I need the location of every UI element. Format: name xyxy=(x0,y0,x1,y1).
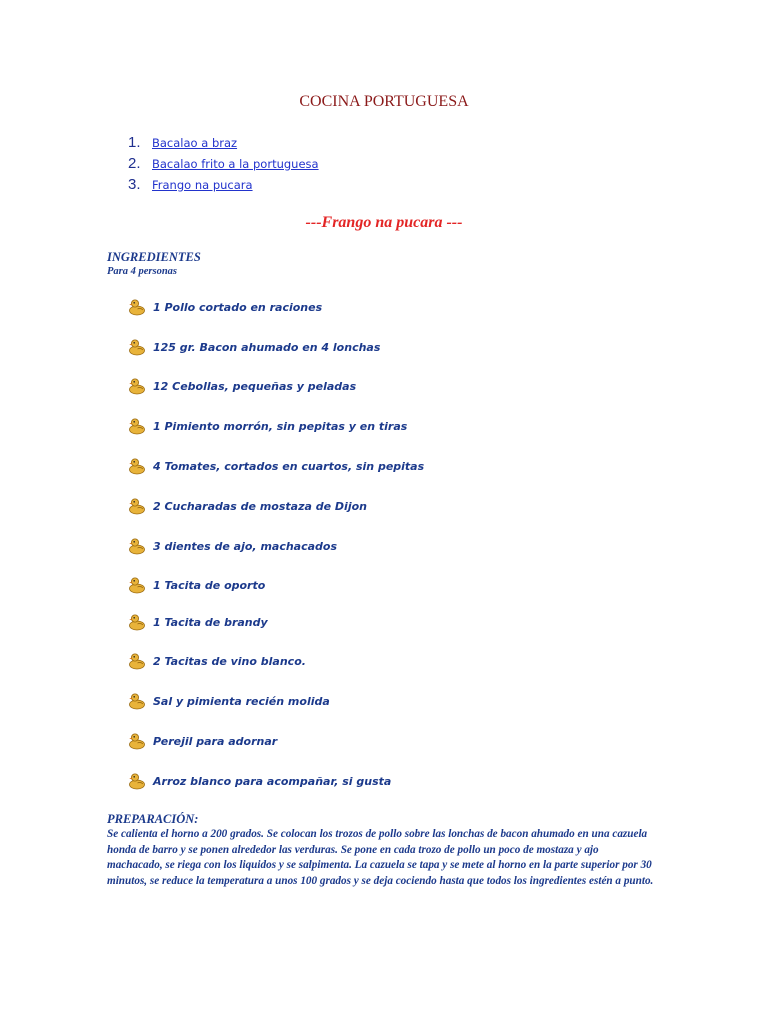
ingredient-item xyxy=(128,417,407,435)
recipe-index xyxy=(128,132,319,195)
ingredient-item xyxy=(128,338,380,356)
preparation-heading: PREPARACIÓN: xyxy=(107,812,199,826)
ingredient-text: 4 Tomates, cortados en cuartos, sin pepitas xyxy=(153,459,425,473)
ingredient-text: 1 Pollo cortado en raciones xyxy=(153,300,323,314)
duck-icon xyxy=(128,692,146,710)
recipe-index-item xyxy=(128,153,319,174)
ingredient-item xyxy=(128,652,306,670)
ingredient-item xyxy=(128,732,277,750)
ingredient-text: 3 dientes de ajo, machacados xyxy=(153,539,338,553)
duck-icon xyxy=(128,576,146,594)
ingredient-item xyxy=(128,457,424,475)
ingredient-text: 1 Tacita de brandy xyxy=(153,615,268,629)
duck-icon xyxy=(128,732,146,750)
ingredient-text: Sal y pimienta recién molida xyxy=(153,694,330,708)
ingredient-item xyxy=(128,377,356,395)
duck-icon xyxy=(128,417,146,435)
duck-icon xyxy=(128,457,146,475)
preparation-text: Se calienta el horno a 200 grados. Se colocan los trozos de pollo sobre las lonchas de bacon ahumado en una cazuela honda de barro y se ponen alrededor las verduras. Se pone en cada trozo de pollo un poco de mostaza y ajo machacado, se riega con los liquidos y se salpimenta. La cazuela se tapa y se mete al horno en la parte superior por 30 minutos, se reduce la temperatura a unos 100 grados y se deja cociendo hasta que todos los ingredientes estén a punto. xyxy=(107,828,654,887)
ingredient-item xyxy=(128,576,265,594)
recipe-index-number: 2. xyxy=(128,155,141,172)
ingredient-item xyxy=(128,692,330,710)
recipe-index-number: 1. xyxy=(128,134,141,151)
ingredient-text: 2 Tacitas de vino blanco. xyxy=(153,654,306,668)
duck-icon xyxy=(128,537,146,555)
recipe-link-bacalao-a-braz[interactable]: Bacalao a braz xyxy=(152,135,238,150)
ingredient-text: 125 gr. Bacon ahumado en 4 lonchas xyxy=(153,340,381,354)
recipe-link-frango-na-pucara[interactable]: Frango na pucara xyxy=(152,177,253,192)
recipe-link-bacalao-frito[interactable]: Bacalao frito a la portuguesa xyxy=(152,156,319,171)
duck-icon xyxy=(128,338,146,356)
duck-icon xyxy=(128,497,146,515)
duck-icon xyxy=(128,772,146,790)
duck-icon xyxy=(128,377,146,395)
ingredient-item xyxy=(128,298,322,316)
duck-icon xyxy=(128,652,146,670)
ingredient-text: Arroz blanco para acompañar, si gusta xyxy=(153,774,392,788)
duck-icon xyxy=(128,613,146,631)
recipe-index-number: 3. xyxy=(128,176,141,193)
ingredient-item xyxy=(128,497,367,515)
ingredient-item xyxy=(128,613,268,631)
recipe-index-item xyxy=(128,174,319,195)
page-title: COCINA PORTUGUESA xyxy=(299,93,469,110)
ingredient-text: 1 Tacita de oporto xyxy=(153,578,266,592)
ingredient-item xyxy=(128,537,337,555)
ingredients-heading: INGREDIENTES xyxy=(107,250,201,264)
recipe-title: ---Frango na pucara --- xyxy=(305,214,463,231)
ingredient-text: 2 Cucharadas de mostaza de Dijon xyxy=(153,499,367,513)
ingredient-item xyxy=(128,772,391,790)
ingredient-text: 12 Cebollas, pequeñas y peladas xyxy=(153,379,357,393)
ingredient-text: 1 Pimiento morrón, sin pepitas y en tiras xyxy=(153,419,408,433)
recipe-index-item xyxy=(128,132,319,153)
ingredient-text: Perejil para adornar xyxy=(153,734,278,748)
servings-note: Para 4 personas xyxy=(107,266,178,277)
duck-icon xyxy=(128,298,146,316)
